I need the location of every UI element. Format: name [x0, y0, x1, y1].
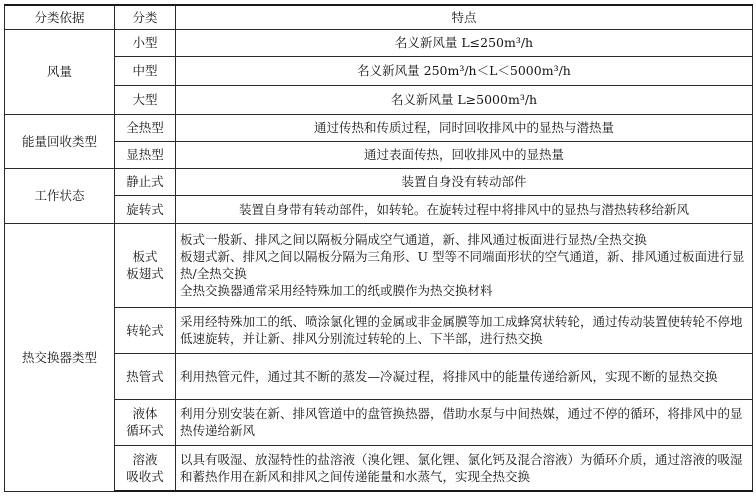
- table-row: [5, 85, 753, 114]
- basis-air-volume: 风量: [5, 29, 115, 114]
- header-features: 特点: [176, 5, 753, 29]
- basis-exchanger-type: 热交换器类型: [5, 223, 115, 491]
- category-cell: 显热型: [115, 141, 176, 168]
- category-cell: 旋转式: [115, 195, 176, 223]
- basis-energy-recovery: 能量回收类型: [5, 114, 115, 168]
- table-row: [5, 56, 753, 85]
- feature-cell: 通过表面传热，回收排风中的显热量: [176, 141, 753, 168]
- category-line: 板翅式: [126, 266, 164, 281]
- table-row: [5, 445, 753, 491]
- header-category: 分类: [115, 5, 176, 29]
- category-cell: 热管式: [115, 353, 176, 399]
- table-row: [5, 114, 753, 141]
- feature-line: 板翅式新、排风之间以隔板分隔为三角形、U 型等不同端面形状的空气通道，新、排风通过板面进行显热/全热交换: [180, 249, 745, 281]
- table-row: [5, 399, 753, 445]
- feature-line: 全热交换器通常采用经特殊加工的纸或膜作为热交换材料: [180, 283, 493, 298]
- category-line: 液体: [132, 406, 158, 421]
- feature-cell: 以具有吸湿、放湿特性的盐溶液（溴化锂、氯化锂、氯化钙及混合溶液）为循环介质，通过溶液的吸湿和蓄热作用在新风和排风之间传递能量和水蒸气，实现全热交换: [176, 445, 753, 491]
- feature-cell: 名义新风量 L≥5000m³/h: [176, 85, 753, 114]
- category-line: 溶液: [132, 451, 158, 467]
- category-cell: 大型: [115, 85, 176, 114]
- feature-cell: 通过传热和传质过程，同时回收排风中的显热与潜热量: [176, 114, 753, 141]
- category-cell: 全热型: [115, 114, 176, 141]
- feature-cell-plate: [176, 223, 753, 307]
- feature-cell: 装置自身没有转动部件: [176, 168, 753, 195]
- category-cell-liquid: [115, 399, 176, 445]
- table-row: [5, 29, 753, 56]
- feature-cell: 利用热管元件，通过其不断的蒸发—冷凝过程，将排风中的能量传递给新风，实现不断的显热交换: [176, 353, 753, 399]
- category-line: 板式: [132, 249, 158, 264]
- category-cell-plate: [115, 223, 176, 307]
- table-row: [5, 141, 753, 168]
- table-row: [5, 353, 753, 399]
- category-cell: 静止式: [115, 168, 176, 195]
- category-cell-solution: [115, 445, 176, 491]
- feature-cell: 装置自身带有转动部件，如转轮。在旋转过程中将排风中的显热与潜热转移给新风: [176, 195, 753, 223]
- table-row: [5, 223, 753, 307]
- basis-working-state: 工作状态: [5, 168, 115, 223]
- table-row: [5, 168, 753, 195]
- feature-cell: 利用分别安装在新、排风管道中的盘管换热器，借助水泵与中间热媒，通过不停的循环，将排风中的显热传递给新风: [176, 399, 753, 445]
- header-basis: 分类依据: [5, 5, 115, 29]
- category-cell: 中型: [115, 56, 176, 85]
- category-cell: 小型: [115, 29, 176, 56]
- category-line: 吸收式: [126, 468, 164, 484]
- classification-table: [4, 4, 753, 492]
- feature-cell: 名义新风量 L≤250m³/h: [176, 29, 753, 56]
- category-line: 循环式: [126, 423, 164, 438]
- feature-cell: 采用经特殊加工的纸、喷涂氯化锂的金属或非金属膜等加工成蜂窝状转轮，通过传动装置使转轮不停地低速旋转，并让新、排风分别流过转轮的上、下半部，进行热交换: [176, 307, 753, 353]
- feature-line: 板式一般新、排风之间以隔板分隔成空气通道，新、排风通过板面进行显热/全热交换: [180, 232, 647, 247]
- category-cell: 转轮式: [115, 307, 176, 353]
- table-row: [5, 195, 753, 223]
- table-row: [5, 307, 753, 353]
- header-row: [5, 5, 753, 29]
- feature-cell: 名义新风量 250m³/h＜L＜5000m³/h: [176, 56, 753, 85]
